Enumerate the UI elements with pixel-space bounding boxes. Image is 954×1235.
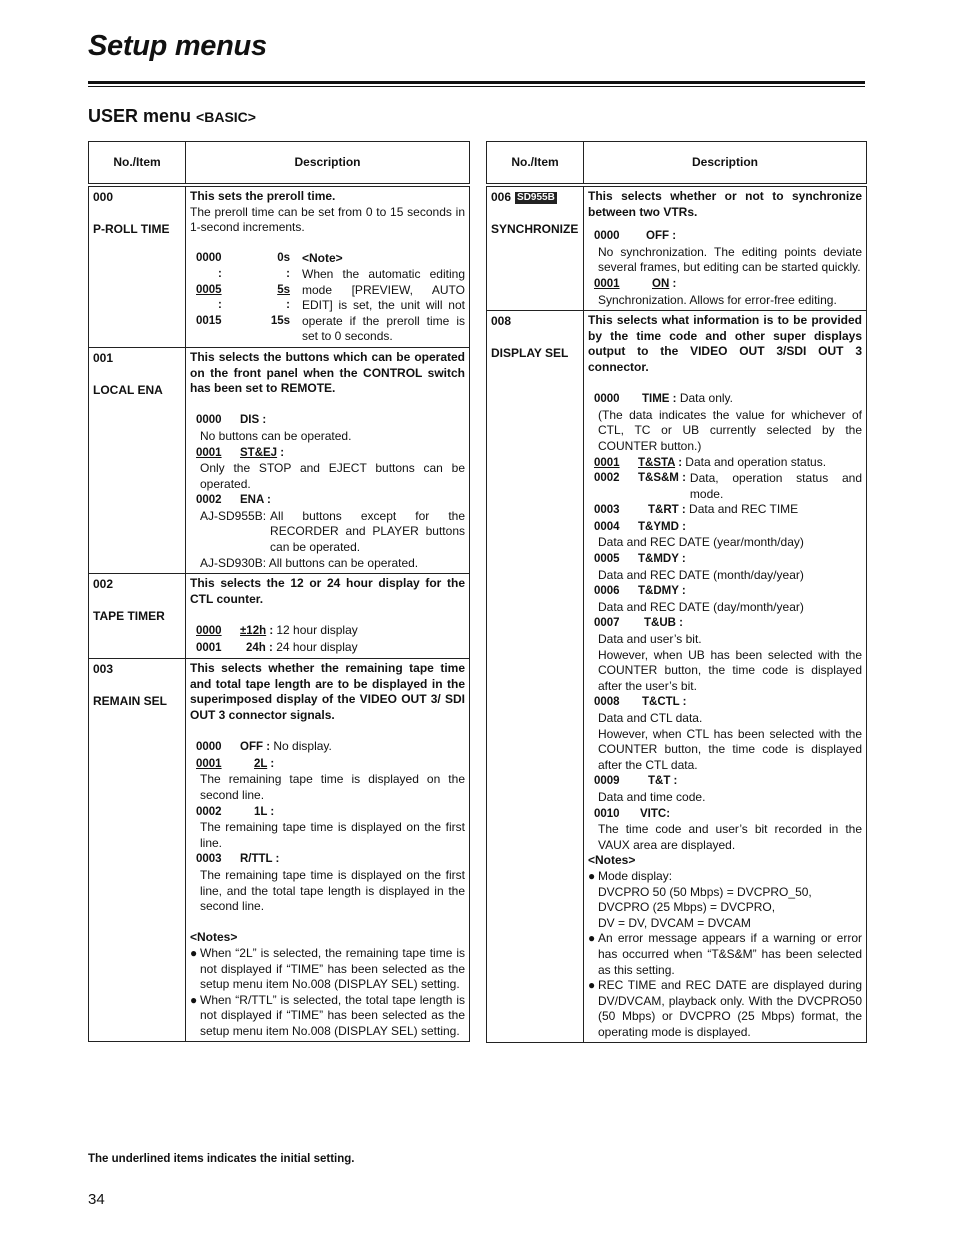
option-code: : bbox=[218, 267, 222, 280]
item-text: The preroll time can be set from 0 to 15 seconds in 1-second increments. bbox=[190, 204, 465, 235]
option-name: T&RT : bbox=[648, 504, 686, 517]
option-name: OFF : bbox=[646, 230, 677, 243]
page-title: Setup menus bbox=[88, 30, 267, 62]
option-desc: The time code and user’s bit recorded in the VAUX area are displayed. bbox=[598, 822, 862, 852]
notes-label: <Notes> bbox=[588, 853, 636, 868]
option-desc: However, when UB has been selected with the COUNTER button, the time code is displayed after the user’s bit. bbox=[598, 647, 862, 693]
option-code: 0001 bbox=[196, 641, 222, 654]
option-desc: Data and user’s bit. bbox=[598, 632, 702, 647]
option-code: 0000 bbox=[196, 252, 222, 265]
model-badge: SD955B bbox=[517, 192, 555, 203]
left-menu-table bbox=[88, 141, 470, 1042]
item-lead: This selects what information is to be provided by the time code and other super displays output to the VIDEO OUT 3/SDI OUT 3 connector. bbox=[588, 313, 862, 374]
header-no-item: No./Item bbox=[487, 142, 584, 186]
option-code: 0005 bbox=[594, 553, 620, 566]
note-label: <Note> bbox=[302, 251, 343, 266]
option-code: 0002 bbox=[594, 472, 620, 485]
bullet-icon: ● bbox=[588, 931, 596, 946]
option-name: T&CTL : bbox=[642, 696, 687, 709]
option-desc: AJ-SD930B: All buttons can be operated. bbox=[200, 555, 419, 570]
item-number: 008 bbox=[491, 314, 512, 329]
option-name: T&UB : bbox=[644, 617, 683, 630]
note-text: An error message appears if a warning or error has occurred when “T&S&M” has been selected as this setting. bbox=[598, 931, 862, 977]
item-cell bbox=[89, 347, 186, 573]
section-subtitle: <BASIC> bbox=[196, 109, 256, 125]
option-value: : bbox=[286, 267, 290, 280]
note-text: When “2L” is selected, the remaining tape time is not displayed if “TIME” has been selected as the setup menu item No.008 (DISPLAY SEL) setting. bbox=[200, 945, 465, 992]
item-lead: This selects whether the remaining tape time and total tape length are to be displayed in the superimposed display of the VIDEO OUT 3/ SDI OUT 3 connector signals. bbox=[190, 661, 465, 722]
option-code: 0000 bbox=[594, 230, 620, 243]
note-text: DVCPRO 50 (50 Mbps) = DVCPRO_50, bbox=[598, 884, 812, 899]
bullet-icon: ● bbox=[190, 992, 198, 1007]
note-item bbox=[588, 978, 862, 1040]
title-rule-thin bbox=[88, 86, 865, 87]
option-code: 0006 bbox=[594, 585, 620, 598]
option-desc: (The data indicates the value for whichever of CTL, TC or UB currently selected by the COUNTER button.) bbox=[598, 407, 862, 453]
option-desc: The remaining tape time is displayed on the first line. bbox=[200, 820, 465, 850]
option-name: T&DMY : bbox=[638, 585, 686, 598]
note-text: When the automatic editing mode [PREVIEW, AUTO EDIT] is set, the unit will not operate if the preroll time is set to 0 seconds. bbox=[302, 266, 465, 344]
table-row bbox=[487, 311, 867, 1043]
option-desc: Data and REC DATE (day/month/year) bbox=[598, 599, 804, 614]
item-number: 002 bbox=[93, 577, 114, 592]
option-desc: Only the STOP and EJECT buttons can be operated. bbox=[200, 461, 465, 491]
item-name: SYNCHRONIZE bbox=[491, 221, 579, 236]
title-rule bbox=[88, 81, 865, 84]
option-desc: Synchronization. Allows for error-free editing. bbox=[598, 292, 837, 307]
bullet-icon: ● bbox=[588, 868, 596, 883]
option-code: : bbox=[218, 299, 222, 312]
option-name: T&T : bbox=[648, 775, 678, 788]
page-number: 34 bbox=[88, 1191, 105, 1208]
option-name: 1L : bbox=[254, 805, 275, 818]
note-text: REC TIME and REC DATE are displayed during DV/DVCAM, playback only. With the DVCPRO50 (50 Mbps) or DVCPRO (25 Mbps) format, the operating mode is displayed. bbox=[598, 978, 862, 1039]
option-name: T&MDY : bbox=[638, 553, 686, 566]
option-code: 0009 bbox=[594, 775, 620, 788]
item-cell bbox=[89, 574, 186, 659]
note-text: DVCPRO (25 Mbps) = DVCPRO, bbox=[598, 900, 776, 915]
description-cell: This selects the 12 or 24 hour display for the CTL counter. 0000 ±12h : 12 hour display 0001 24h : 24 hour display bbox=[186, 574, 470, 659]
description-cell: This selects the buttons which can be operated on the front panel when the CONTROL switch has been set to REMOTE. 0000 DIS : No buttons can be operated. 0001 ST&EJ : Only the STOP and EJECT buttons can be operated. 0002 ENA : AJ-SD955B: All buttons except for the RECORDER and PLAYER buttons can be operated. AJ-SD930B: All buttons can be operated. bbox=[186, 347, 470, 573]
table-row bbox=[89, 574, 470, 659]
item-name: DISPLAY SEL bbox=[491, 345, 569, 360]
item-number bbox=[491, 190, 579, 206]
option-code: 0001 bbox=[196, 446, 222, 459]
item-number: 000 bbox=[93, 190, 114, 204]
note-item bbox=[190, 993, 465, 1040]
option-desc: All buttons except for the RECORDER and PLAYER buttons can be operated. bbox=[270, 508, 465, 555]
item-cell bbox=[89, 659, 186, 1042]
item-lead: This selects whether or not to synchronize between two VTRs. bbox=[588, 189, 862, 219]
option-code: 0000 bbox=[196, 414, 222, 427]
option-name: T&YMD : bbox=[638, 520, 686, 533]
option-name: ±12h bbox=[240, 625, 267, 638]
description-cell: This selects whether the remaining tape time and total tape length are to be displayed in the superimposed display of the VIDEO OUT 3/ SDI OUT 3 connector signals. 0000 OFF : No display. 0001 2L : The remaining tape time is displayed on the second line. 0002 1L : The remaining tape time is displayed on the first line. 0003 R/TTL : The remaining tape time is displayed on the first line, and the total tape length is displayed in the second line. <Notes> ● When “2L” is selected, the remaining tape time is not displayed if “TIME” has been selected as the setup menu item No.008 (DISPLAY SEL) setting. ● When “R/TTL” is selected, the total tape length is not displayed if “TIME” has been selected as the setup menu item No.008 (DISPLAY SEL) setting. bbox=[186, 659, 470, 1042]
option-code: 0003 bbox=[594, 504, 620, 517]
section-title bbox=[88, 106, 256, 127]
option-value: : bbox=[286, 299, 290, 312]
option-name: VITC: bbox=[640, 807, 671, 820]
option-name: DIS : bbox=[240, 414, 267, 427]
item-lead: This selects the 12 or 24 hour display for the CTL counter. bbox=[190, 576, 465, 606]
bullet-icon: ● bbox=[588, 978, 596, 993]
header-description: Description bbox=[186, 142, 470, 186]
option-desc: Data, operation status and mode. bbox=[689, 471, 862, 501]
option-code: 0001 bbox=[594, 456, 620, 469]
option-code: 0001 bbox=[594, 277, 620, 290]
item-number-text: 006 bbox=[491, 190, 512, 204]
item-cell bbox=[89, 185, 186, 347]
item-lead: This sets the preroll time. bbox=[190, 189, 336, 203]
option-code: 0001 bbox=[196, 757, 222, 770]
option-name: 24h : bbox=[246, 641, 273, 654]
item-name: LOCAL ENA bbox=[93, 382, 163, 397]
item-name: P-ROLL TIME bbox=[93, 221, 170, 236]
option-desc: Data and operation status. bbox=[685, 454, 827, 469]
option-code: 0000 bbox=[196, 741, 222, 754]
bullet-icon: ● bbox=[190, 945, 198, 960]
option-desc: Data and REC DATE (year/month/day) bbox=[598, 535, 804, 550]
table-row bbox=[89, 659, 470, 1042]
option-code: 0002 bbox=[196, 494, 222, 507]
note-item bbox=[588, 931, 862, 978]
option-code: 0005 bbox=[196, 283, 222, 296]
option-value: 15s bbox=[270, 314, 290, 327]
item-name: TAPE TIMER bbox=[93, 608, 165, 623]
preroll-grid bbox=[190, 251, 465, 345]
note-text: DV = DV, DVCAM = DVCAM bbox=[598, 915, 751, 930]
option-code: 0000 bbox=[594, 393, 620, 406]
option-desc: Data and REC TIME bbox=[689, 502, 799, 517]
option-name: OFF : bbox=[240, 741, 271, 754]
table-row bbox=[89, 185, 470, 347]
item-name: REMAIN SEL bbox=[93, 693, 168, 708]
model-label: AJ-SD955B: bbox=[200, 508, 267, 523]
note-text: When “R/TTL” is selected, the total tape length is not displayed if “TIME” has been selected as the setup menu item No.008 (DISPLAY SEL) setting. bbox=[200, 992, 465, 1038]
table-row bbox=[89, 347, 470, 573]
option-desc: No synchronization. The editing points deviate several frames, but editing can be started quickly. bbox=[598, 244, 862, 275]
header-description: Description bbox=[584, 142, 867, 186]
option-code: 0015 bbox=[196, 314, 222, 327]
item-lead: This selects the buttons which can be operated on the front panel when the CONTROL switch has been set to REMOTE. bbox=[190, 349, 465, 396]
table-row bbox=[487, 185, 867, 311]
option-desc: The remaining tape time is displayed on the first line, and the total tape length is displayed in the second line. bbox=[200, 867, 465, 914]
option-desc: However, when CTL has been selected with the COUNTER button, the time code is displayed after the CTL data. bbox=[598, 726, 862, 772]
description-cell: This selects whether or not to synchronize between two VTRs. 0000 OFF : No synchronization. The editing points deviate several frames, but editing can be started quickly. 0001 ON : Synchronization. Allows for error-free editing. bbox=[584, 185, 867, 311]
option-name: T&STA bbox=[638, 456, 676, 469]
description-cell: This selects what information is to be provided by the time code and other super displays output to the VIDEO OUT 3/SDI OUT 3 connector. 0000 TIME : Data only. (The data indicates the value for whichever of CTL, TC or UB currently selected by the COUNTER button.) 0001 T&STA : Data and operation status. 0002 T&S&M : Data, operation status and mode. 0003 T&RT : Data and REC TIME 0004 T&YMD : Data and REC DATE (year/month/day) 0005 T&MDY : Data and REC DATE (month/day/year) 0006 T&DMY : Data and REC DATE (day/month/year) 0007 T&UB : Data and user’s bit. However, when UB has been selected with the COUNTER button, the time code is displayed after the user’s bit. 0008 T&CTL : Data and CTL data. However, when CTL has been selected with the COUNTER button, the time code is displayed after the CTL data. 0009 T&T : Data and time code. 0010 VITC: The time code and user’s bit recorded in the VAUX area are displayed. <Notes> ● Mode display: DVCPRO 50 (50 Mbps) = DVCPRO_50, DVCPRO (25 Mbps) = DVCPRO, DV = DV, DVCAM = DVCAM ● An error message appears if a warning or error has occurred when “T&S&M” has been selected as this setting. ● REC TIME and REC DATE are displayed during DV/DVCAM, playback only. With the DVCPRO50 (50 Mbps) or DVCPRO (25 Mbps) format, the operating mode is displayed. bbox=[584, 311, 867, 1043]
item-cell bbox=[487, 185, 584, 311]
note-item bbox=[190, 946, 465, 993]
option-name: ON bbox=[652, 277, 670, 290]
option-code: 0010 bbox=[594, 807, 620, 820]
option-code: 0003 bbox=[196, 853, 222, 866]
table-header-row bbox=[487, 142, 867, 186]
item-number: 003 bbox=[93, 662, 114, 677]
option-desc: 12 hour display bbox=[276, 623, 358, 638]
option-name: 2L bbox=[254, 757, 268, 770]
item-cell bbox=[487, 311, 584, 1043]
footer-note: The underlined items indicates the initial setting. bbox=[88, 1153, 355, 1165]
option-code: 0008 bbox=[594, 696, 620, 709]
section-title-text: USER menu bbox=[88, 106, 192, 126]
option-desc: No display. bbox=[273, 739, 332, 754]
option-code: 0004 bbox=[594, 520, 620, 533]
option-name: ST&EJ bbox=[240, 446, 278, 459]
option-desc: 24 hour display bbox=[276, 639, 358, 654]
option-name: R/TTL : bbox=[240, 853, 280, 866]
option-name: TIME : bbox=[642, 393, 677, 406]
header-no-item: No./Item bbox=[89, 142, 186, 186]
option-code: 0002 bbox=[196, 805, 222, 818]
option-code: 0007 bbox=[594, 617, 620, 630]
option-desc: Data and REC DATE (month/day/year) bbox=[598, 567, 804, 582]
option-name: T&S&M : bbox=[638, 472, 686, 485]
right-menu-table bbox=[486, 141, 867, 1043]
option-name: ENA : bbox=[240, 494, 271, 507]
note-text: Mode display: bbox=[598, 868, 673, 883]
item-number: 001 bbox=[93, 350, 114, 365]
option-desc: No buttons can be operated. bbox=[200, 428, 352, 443]
description-cell bbox=[186, 185, 470, 347]
option-desc: The remaining tape time is displayed on the second line. bbox=[200, 772, 465, 802]
option-desc: Data and CTL data. bbox=[598, 711, 703, 725]
option-desc: Data and time code. bbox=[598, 789, 706, 804]
option-value: 0s bbox=[277, 252, 290, 265]
notes-label: <Notes> bbox=[190, 930, 238, 945]
option-code: 0000 bbox=[196, 625, 222, 638]
table-header-row bbox=[89, 142, 470, 186]
option-value: 5s bbox=[277, 283, 290, 296]
note-item bbox=[588, 869, 862, 931]
option-desc: Data only. bbox=[679, 391, 733, 406]
